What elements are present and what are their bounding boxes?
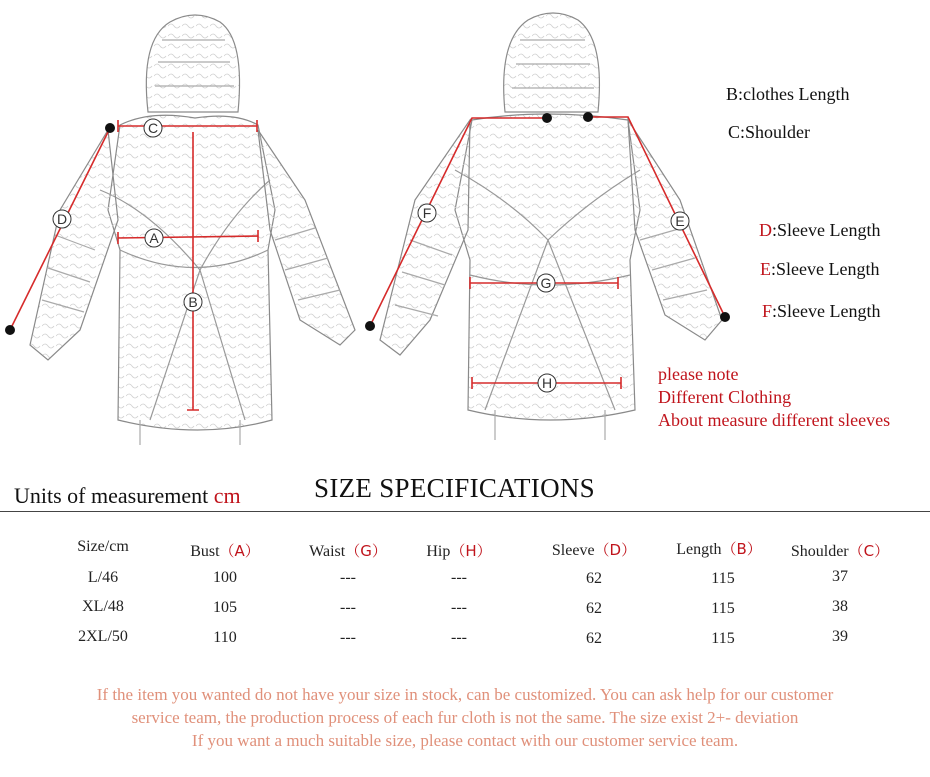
header-waist (298, 540, 398, 561)
units-label (14, 483, 241, 509)
header-size (58, 538, 148, 556)
cell-sleeve: 62 (586, 570, 602, 587)
marker-dot (720, 312, 730, 322)
marker-a (145, 229, 163, 247)
header-hip-code: （H） (450, 542, 492, 560)
units-cm: cm (213, 483, 241, 508)
cell-size: XL/48 (82, 598, 124, 615)
note-line-2: Different Clothing (658, 387, 792, 407)
marker-dot (583, 112, 593, 122)
legend-c (728, 122, 810, 143)
cell-hip: --- (451, 629, 467, 646)
marker-dot (542, 113, 552, 123)
marker-e (671, 212, 689, 230)
marker-b (184, 293, 202, 311)
cell-sleeve: 62 (586, 600, 602, 617)
header-sleeve (542, 539, 646, 560)
legend-c-key: C (728, 122, 741, 142)
svg-text:D: D (56, 211, 68, 227)
header-length-code: （B） (721, 540, 762, 558)
header-shoulder-code: （C） (848, 542, 890, 560)
header-hip (413, 540, 505, 561)
legend-f-key: F (762, 301, 773, 321)
cell-waist: --- (340, 629, 356, 646)
cell-shoulder: 38 (832, 598, 848, 615)
svg-text:B: B (188, 294, 198, 310)
footer-line-1: If the item you wanted do not have your size in stock, can be customized. You can ask help for our customer (96, 685, 834, 704)
cell-shoulder: 37 (832, 568, 848, 585)
marker-dot (105, 123, 115, 133)
svg-text:G: G (540, 275, 552, 291)
cell-length: 115 (711, 570, 735, 587)
legend-e-key: E (760, 259, 771, 279)
legend-f (762, 301, 880, 322)
legend-d-text: :Sleeve Length (772, 220, 881, 240)
please-note (658, 363, 890, 432)
cell-bust: 110 (213, 629, 237, 646)
svg-text:E: E (675, 213, 685, 229)
svg-text:A: A (149, 230, 159, 246)
header-bust (175, 540, 275, 561)
cell-size: 2XL/50 (78, 628, 128, 645)
header-bust-code: （A） (219, 542, 260, 560)
footer-line-2: service team, the production process of each fur cloth is not the same. The size exist 2+- deviation (131, 708, 799, 727)
cell-bust: 105 (213, 599, 237, 616)
header-size-label: Size/cm (77, 538, 129, 555)
legend-f-text: :Sleeve Length (772, 301, 881, 321)
header-shoulder-label: Shoulder (790, 543, 849, 560)
footer-line-3: If you want a much suitable size, please contact with our customer service team. (191, 731, 739, 750)
legend-b (726, 84, 850, 105)
header-sleeve-label: Sleeve (551, 542, 595, 559)
legend-e-text: :Sleeve Length (771, 259, 880, 279)
svg-text:H: H (541, 375, 553, 391)
header-shoulder (780, 540, 900, 561)
legend-e (760, 259, 879, 280)
marker-dot (5, 325, 15, 335)
header-waist-label: Waist (309, 543, 346, 560)
note-line-3: About measure different sleeves (658, 410, 891, 430)
page-title: SIZE SPECIFICATIONS (314, 473, 595, 503)
header-waist-code: （G） (345, 542, 387, 560)
marker-c (144, 119, 162, 137)
cell-shoulder: 39 (832, 628, 848, 645)
marker-h (538, 374, 556, 392)
legend-b-key: B (726, 84, 739, 104)
cell-sleeve: 62 (586, 630, 602, 647)
legend-c-text: :Shoulder (740, 122, 811, 142)
marker-f (418, 204, 436, 222)
header-hip-label: Hip (426, 543, 451, 560)
cell-waist: --- (340, 599, 356, 616)
legend-d-key: D (759, 220, 772, 240)
note-line-1: please note (658, 364, 739, 384)
cell-length: 115 (711, 630, 735, 647)
svg-text:F: F (422, 205, 432, 221)
marker-d (53, 210, 71, 228)
cell-length: 115 (711, 600, 735, 617)
cell-hip: --- (451, 569, 467, 586)
header-bust-label: Bust (190, 543, 220, 560)
cell-waist: --- (340, 569, 356, 586)
marker-g (537, 274, 555, 292)
cell-size: L/46 (87, 569, 119, 586)
marker-dot (365, 321, 375, 331)
header-sleeve-code: （D） (594, 541, 637, 559)
legend-d (759, 220, 880, 241)
units-text: Units of measurement (14, 483, 214, 508)
cell-bust: 100 (213, 569, 237, 586)
header-length-label: Length (676, 541, 722, 558)
divider (0, 511, 930, 512)
cell-hip: --- (451, 599, 467, 616)
svg-text:C: C (147, 120, 159, 136)
header-length (664, 538, 774, 559)
legend-b-text: :clothes Length (738, 84, 850, 104)
